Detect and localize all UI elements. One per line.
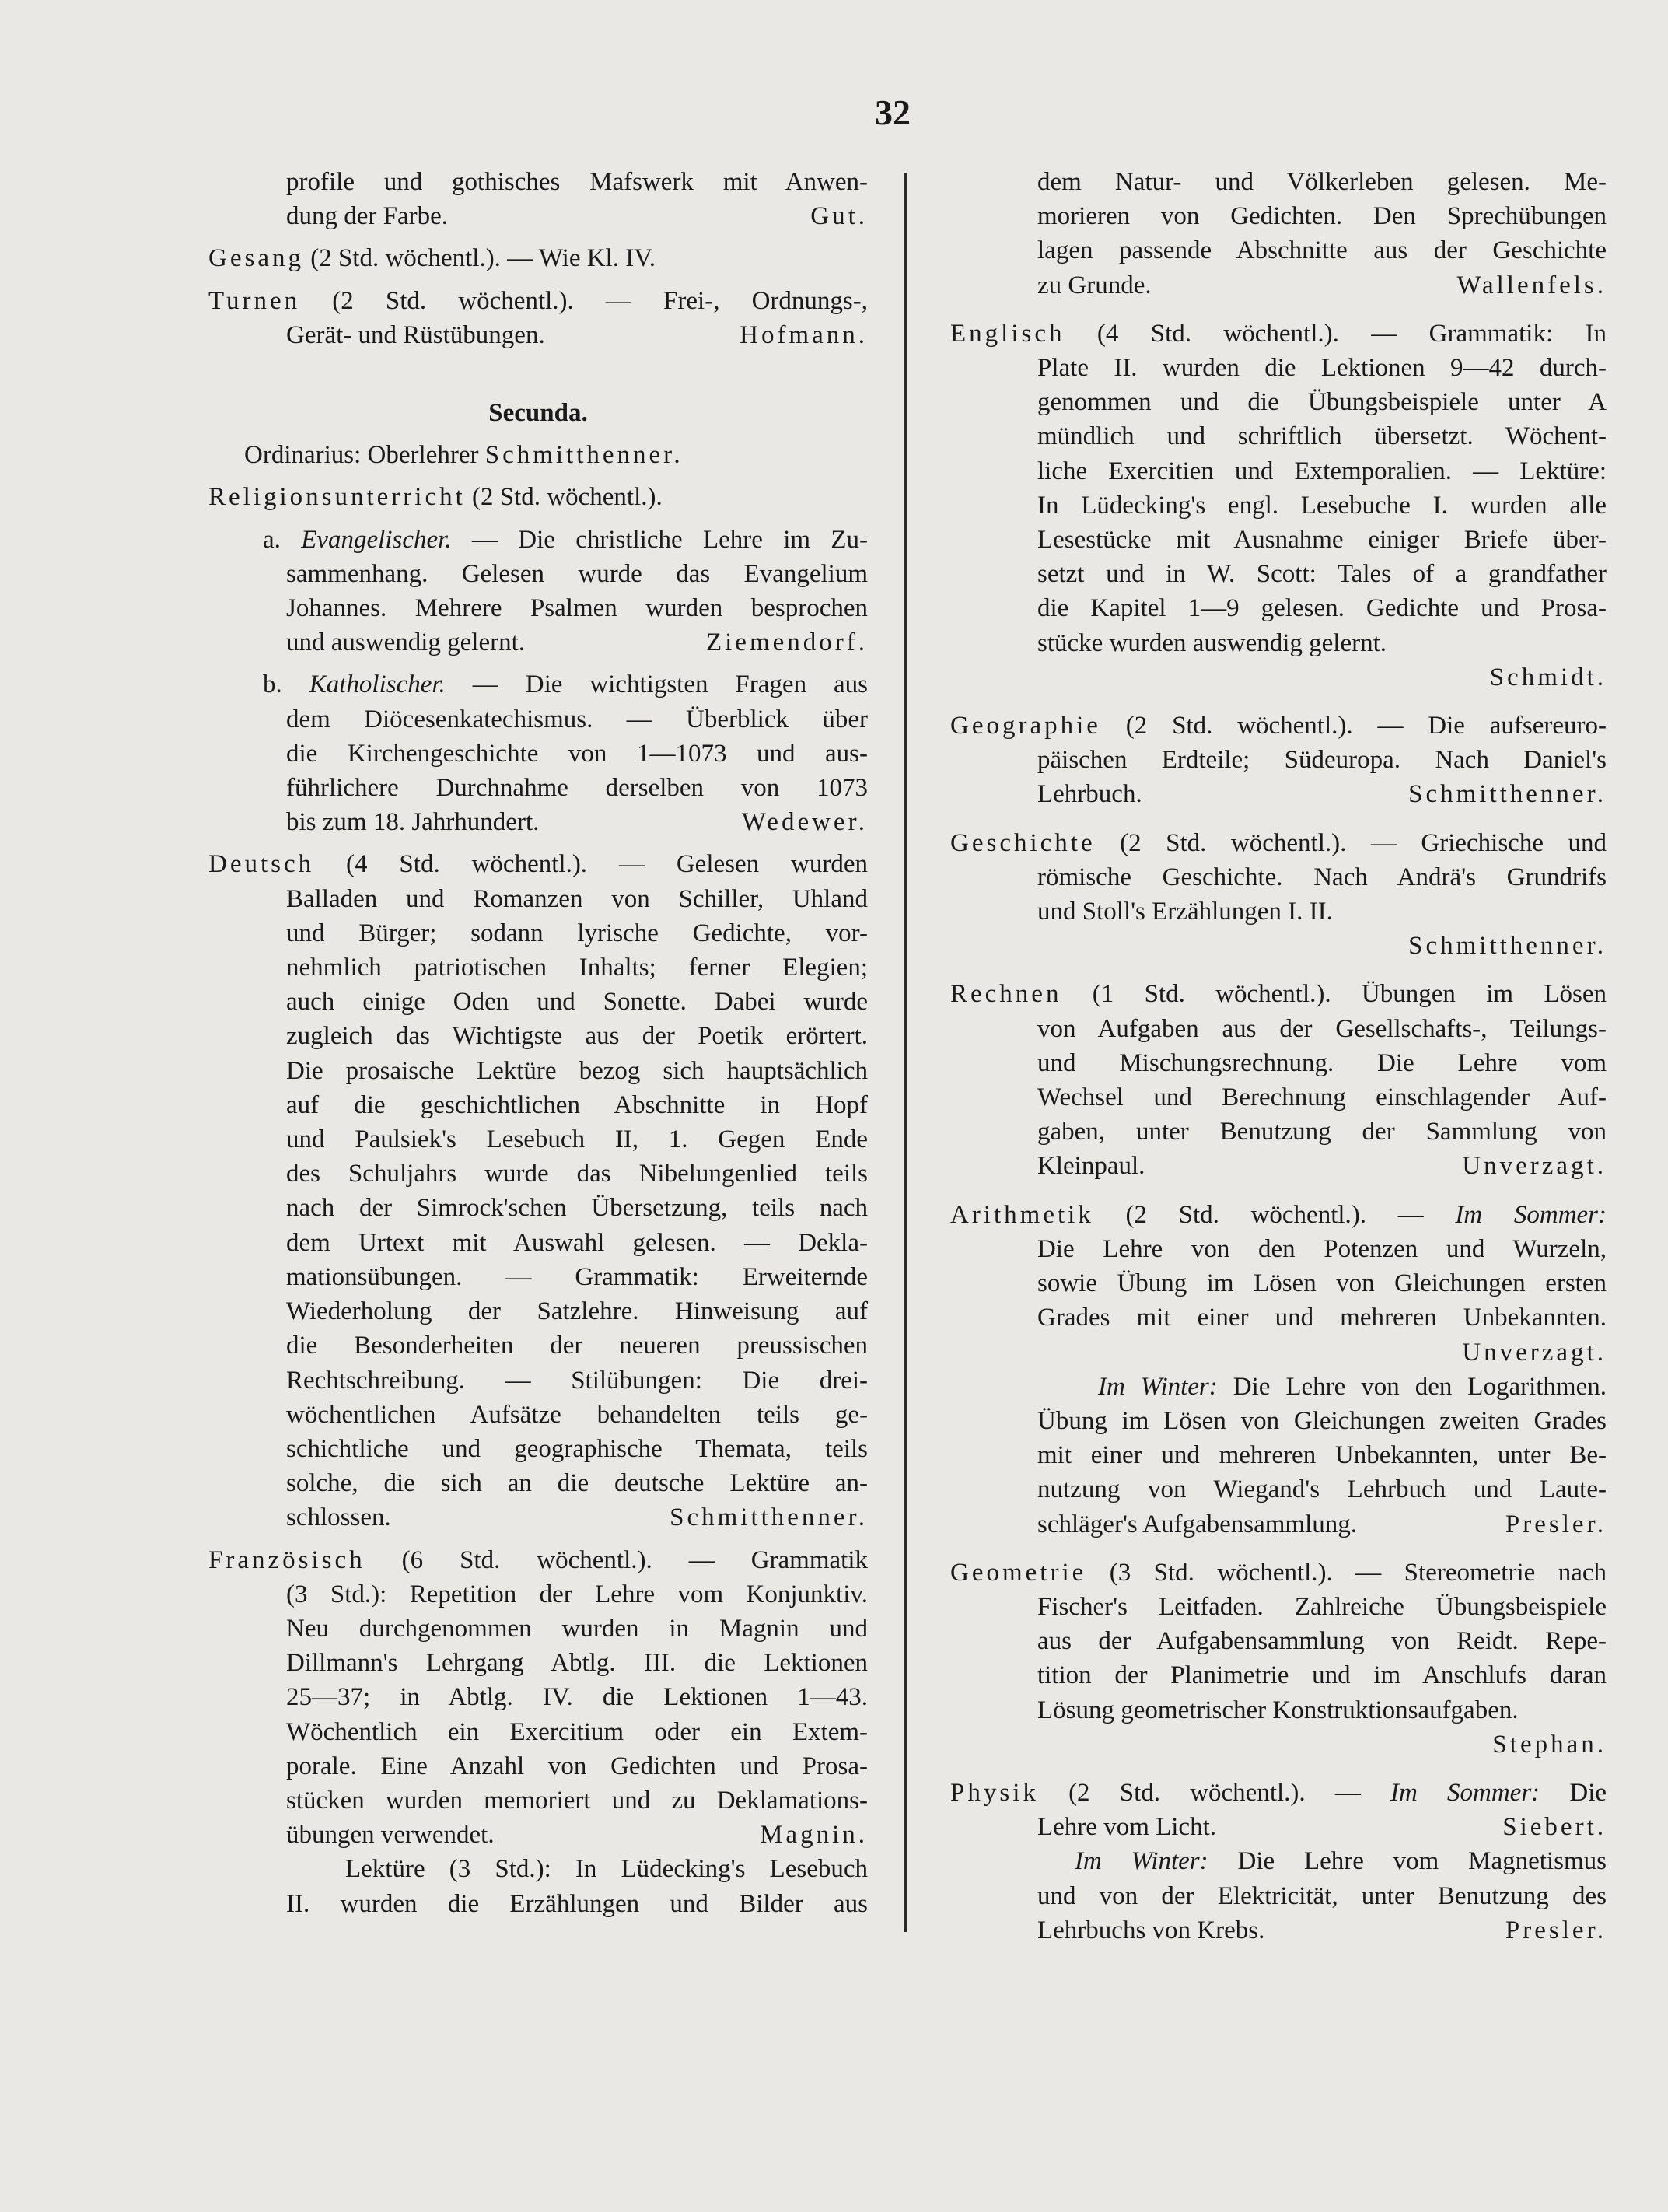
text-line: nutzung von Wiegand's Lehrbuch und Laute- xyxy=(1037,1475,1607,1504)
text-line: (3 Std.): Repetition der Lehre vom Konjunktiv. xyxy=(286,1580,868,1608)
teacher-name: Magnin. xyxy=(760,1821,868,1850)
subject-geometrie xyxy=(950,1556,1607,1762)
text-line: bis zum 18. Jahrhundert. Wedewer. xyxy=(208,805,868,839)
subject-label: Geschichte xyxy=(950,828,1096,857)
text-line: genommen und die Übungsbeispiele unter A xyxy=(1037,388,1607,417)
teacher-name: Schmitthenner. xyxy=(670,1503,868,1532)
subject-label: Deutsch xyxy=(208,850,315,879)
text-line: übungen verwendet. Magnin. xyxy=(208,1818,868,1852)
text-line: Neu durchgenommen wurden in Magnin und xyxy=(286,1614,868,1643)
left-column xyxy=(208,165,868,1929)
text-line: Dillmann's Lehrgang Abtlg. III. die Lektionen xyxy=(286,1649,868,1678)
text-line: II. wurden die Erzählungen und Bilder aus xyxy=(286,1889,868,1918)
text-line: Lehre vom Licht. Siebert. xyxy=(950,1810,1607,1844)
teacher-name: Siebert. xyxy=(1502,1813,1607,1842)
subject-religion xyxy=(208,480,868,514)
text-line: stücken wurden memoriert und zu Deklamations- xyxy=(286,1786,868,1815)
text-line: b. Katholischer. — Die wichtigsten Fragen aus xyxy=(263,670,869,699)
text-line: und Bürger; sodann lyrische Gedichte, vor- xyxy=(286,919,868,947)
text-line: zugleich das Wichtigste aus der Poetik erörtert. xyxy=(286,1022,868,1051)
text-line: die Kapitel 1—9 gelesen. Gedichte und Prosa- xyxy=(1037,594,1607,623)
text-line: morieren von Gedichten. Den Sprechübungen xyxy=(1037,202,1607,231)
religion-katholisch xyxy=(208,667,868,839)
text-line: porale. Eine Anzahl von Gedichten und Prosa- xyxy=(286,1752,868,1780)
teacher-name: Unverzagt. xyxy=(1462,1338,1607,1367)
text-line: sammenhang. Gelesen wurde das Evangelium xyxy=(286,559,868,588)
subject-label: Englisch xyxy=(950,319,1065,348)
text-line: führlichere Durchnahme derselben von 1073 xyxy=(286,774,868,803)
text-line: Englisch (4 Std. wöchentl.). — Grammatik: In xyxy=(950,319,1607,348)
subject-label: Turnen xyxy=(208,286,301,315)
text-line: Plate II. wurden die Lektionen 9—42 durch- xyxy=(1037,354,1607,383)
subject-franzoesisch xyxy=(208,1543,868,1921)
subject-label: Rechnen xyxy=(950,980,1062,1009)
text-line: nach der Simrock'schen Übersetzung, teils nach xyxy=(286,1194,868,1223)
subject-label: Arithmetik xyxy=(950,1200,1094,1229)
text-line: Wiederholung der Satzlehre. Hinweisung auf xyxy=(286,1297,868,1326)
text-line: profile und gothisches Mafswerk mit Anwen- xyxy=(286,168,868,196)
teacher-name: Unverzagt. xyxy=(1462,1152,1607,1181)
subject-label: Gesang xyxy=(208,244,304,273)
text-line: dem Urtext mit Auswahl gelesen. — Dekla- xyxy=(286,1228,868,1257)
ordinarius xyxy=(208,438,868,472)
teacher-name: Wallenfels. xyxy=(1456,271,1607,299)
subject-physik xyxy=(950,1776,1607,1948)
teacher-name: Stephan. xyxy=(1492,1730,1607,1759)
text-line: Religionsunterricht (2 Std. wöchentl.). xyxy=(208,483,663,512)
text-line: gaben, unter Benutzung der Sammlung von xyxy=(1037,1118,1607,1146)
text-line: mationsübungen. — Grammatik: Erweiternde xyxy=(286,1262,868,1291)
subject-label: Physik xyxy=(950,1778,1039,1807)
text-line: und Stoll's Erzählungen I. II. xyxy=(1037,898,1333,926)
text-line: 25—37; in Abtlg. IV. die Lektionen 1—43. xyxy=(286,1683,868,1712)
text-line: dem Natur- und Völkerleben gelesen. Me- xyxy=(1037,168,1607,196)
text-line: des Schuljahrs wurde das Nibelungenlied teils xyxy=(286,1160,868,1188)
text-line: von Aufgaben aus der Gesellschafts-, Teilungs- xyxy=(1037,1014,1607,1043)
teacher-name: Schmitthenner. xyxy=(1408,932,1607,961)
text-line: auf die geschichtlichen Abschnitte in Hopf xyxy=(286,1090,868,1119)
class-heading xyxy=(208,396,868,430)
subject-geographie xyxy=(950,709,1607,812)
text-line: mit einer und mehreren Unbekannten, unter Be- xyxy=(1037,1441,1607,1470)
text-line: Lektüre (3 Std.): In Lüdecking's Lesebuch xyxy=(345,1855,868,1884)
text-line: Die prosaische Lektüre bezog sich hauptsächlich xyxy=(286,1056,868,1085)
text-line: mündlich und schriftlich übersetzt. Wöchent- xyxy=(1037,422,1607,451)
text-line: die Besonderheiten der neueren preussischen xyxy=(286,1332,868,1360)
text-line: Übung im Lösen von Gleichungen zweiten Grades xyxy=(1037,1406,1607,1435)
text-line: dem Diöcesenkatechismus. — Überblick über xyxy=(286,705,868,733)
text-line: tition der Planimetrie und im Anschlufs daran xyxy=(1037,1661,1607,1690)
subject-turnen xyxy=(208,284,868,352)
text-line: In Lüdecking's engl. Lesebuche I. wurden alle xyxy=(1037,491,1607,520)
subject-arithmetik xyxy=(950,1198,1607,1542)
text-line: stücke wurden auswendig gelernt. xyxy=(1037,628,1387,657)
text-line: liche Exercitien und Extemporalien. — Lektüre: xyxy=(1037,457,1607,485)
text-line: Deutsch (4 Std. wöchentl.). — Gelesen wurden xyxy=(208,850,869,879)
teacher-name: Hofmann. xyxy=(740,320,868,349)
text-line: Rechnen (1 Std. wöchentl.). Übungen im Lösen xyxy=(950,980,1607,1009)
text-line: Lösung geometrischer Konstruktionsaufgaben. xyxy=(1037,1696,1519,1724)
text-line: Wechsel und Berechnung einschlagender Auf- xyxy=(1037,1083,1607,1112)
teacher-name: Gut. xyxy=(810,202,868,231)
subject-label: Geometrie xyxy=(950,1558,1087,1587)
text-line: römische Geschichte. Nach Andrä's Grundrifs xyxy=(1037,863,1607,891)
text-line: päischen Erdteile; Südeuropa. Nach Daniel's xyxy=(1037,746,1607,775)
page-number: 32 xyxy=(875,93,911,132)
text-line: Grades mit einer und mehreren Unbekannten. xyxy=(1037,1304,1607,1332)
text-line: zu Grunde. Wallenfels. xyxy=(950,268,1607,303)
text-line: Wöchentlich ein Exercitium oder ein Extem- xyxy=(286,1717,868,1746)
text-line: lagen passende Abschnitte aus der Geschichte xyxy=(1037,236,1607,265)
subject-gesang xyxy=(208,241,868,275)
text-line: schichtliche und geographische Themata, teils xyxy=(286,1434,868,1463)
subject-englisch xyxy=(950,317,1607,695)
text-line: Balladen und Romanzen von Schiller, Uhland xyxy=(286,884,868,913)
text-line: auch einige Oden und Sonette. Dabei wurde xyxy=(286,988,868,1017)
text-line: Geschichte (2 Std. wöchentl.). — Griechische und xyxy=(950,828,1607,857)
text-line: und Mischungsrechnung. Die Lehre vom xyxy=(1037,1048,1607,1077)
text-line: sowie Übung im Lösen von Gleichungen ersten xyxy=(1037,1269,1607,1298)
text-line: solche, die sich an die deutsche Lektüre an- xyxy=(286,1469,868,1498)
text-line: wöchentlichen Aufsätze behandelten teils ge- xyxy=(286,1400,868,1429)
religion-evangelisch xyxy=(208,523,868,660)
right-column xyxy=(950,165,1607,1955)
franzoesisch-continuation xyxy=(950,165,1607,303)
text-line: und von der Elektricität, unter Benutzung des xyxy=(1037,1881,1607,1910)
teacher-name: Schmitthenner. xyxy=(1408,780,1607,809)
text-line: Im Winter: Die Lehre vom Magnetismus xyxy=(1075,1847,1607,1876)
text-line: Die Lehre von den Potenzen und Wurzeln, xyxy=(1037,1234,1607,1263)
text-line: und Paulsiek's Lesebuch II, 1. Gegen Ende xyxy=(286,1125,868,1154)
text-line: Rechtschreibung. — Stilübungen: Die drei- xyxy=(286,1366,868,1395)
text-line: die Kirchengeschichte von 1—1073 und aus- xyxy=(286,739,868,768)
text-line: Französisch (6 Std. wöchentl.). — Grammatik xyxy=(208,1545,868,1574)
subject-rechnen xyxy=(950,977,1607,1183)
teacher-name: Schmitthenner. xyxy=(484,441,684,470)
text-line: Johannes. Mehrere Psalmen wurden besprochen xyxy=(286,594,868,623)
column-divider xyxy=(904,173,907,1932)
text-line: schläger's Aufgabensammlung. Presler. xyxy=(950,1507,1607,1542)
text-line: Kleinpaul. Unverzagt. xyxy=(950,1149,1607,1183)
text-line: Arithmetik (2 Std. wöchentl.). — Im Sommer: xyxy=(950,1200,1607,1229)
subject-label: Französisch xyxy=(208,1545,365,1574)
teacher-name: Schmidt. xyxy=(1489,663,1607,691)
teacher-name: Presler. xyxy=(1505,1510,1607,1538)
section-heading: Secunda. xyxy=(488,399,588,428)
subject-geschichte xyxy=(950,826,1607,964)
subject-label: Religionsunterricht xyxy=(208,483,466,512)
text-line: und auswendig gelernt. Ziemendorf. xyxy=(208,625,868,660)
text-line: Geographie (2 Std. wöchentl.). — Die aufsereuro- xyxy=(950,712,1607,740)
subject-deutsch xyxy=(208,847,868,1535)
subject-label: Geographie xyxy=(950,712,1101,740)
text-line: Physik (2 Std. wöchentl.). — Im Sommer: Die xyxy=(950,1778,1607,1807)
text-line: setzt und in W. Scott: Tales of a grandfather xyxy=(1037,560,1607,589)
text-line: Lehrbuchs von Krebs. Presler. xyxy=(950,1913,1607,1948)
text-line: Lehrbuch. Schmitthenner. xyxy=(950,777,1607,811)
text-line: nehmlich patriotischen Inhalts; ferner Elegien; xyxy=(286,954,868,982)
text-line: aus der Aufgabensammlung von Reidt. Repe- xyxy=(1037,1627,1607,1656)
teacher-name: Presler. xyxy=(1505,1916,1607,1944)
text-line: Ordinarius: Oberlehrer Schmitthenner. xyxy=(244,441,684,470)
zeichnen-continuation xyxy=(208,165,868,233)
text-line: Fischer's Leitfaden. Zahlreiche Übungsbeispiele xyxy=(1037,1592,1607,1621)
teacher-name: Ziemendorf. xyxy=(705,628,868,657)
text-line: Im Winter: Die Lehre von den Logarithmen. xyxy=(1098,1372,1607,1401)
text-line: a. Evangelischer. — Die christliche Lehre im Zu- xyxy=(263,525,869,554)
text-line: Gesang (2 Std. wöchentl.). — Wie Kl. IV. xyxy=(208,244,656,273)
teacher-name: Wedewer. xyxy=(741,808,868,837)
text-line: Lesestücke mit Ausnahme einiger Briefe über- xyxy=(1037,526,1607,555)
text-line: schlossen. Schmitthenner. xyxy=(208,1500,868,1535)
text-line: dung der Farbe. Gut. xyxy=(208,199,868,233)
text-line: Gerät- und Rüstübungen. Hofmann. xyxy=(208,318,868,352)
text-line: Turnen (2 Std. wöchentl.). — Frei-, Ordnungs-, xyxy=(208,286,868,315)
text-line: Geometrie (3 Std. wöchentl.). — Stereometrie nach xyxy=(950,1558,1607,1587)
